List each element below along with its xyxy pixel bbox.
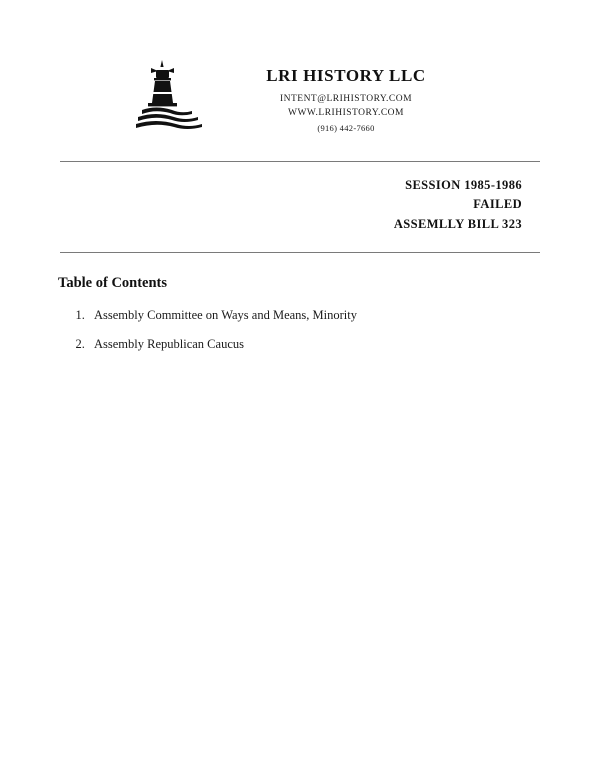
session-line-bill: ASSEMLLY BILL 323 — [393, 216, 522, 231]
session-line-session: SESSION 1985-1986 — [405, 178, 522, 192]
org-email: INTENT@LRIHISTORY.COM — [279, 94, 413, 104]
list-item — [88, 306, 540, 324]
session-block — [0, 162, 600, 234]
toc-title: Table of Contents — [58, 275, 168, 292]
letterhead — [0, 0, 600, 133]
toc-item-label: Assembly Republican Caucus — [94, 337, 244, 352]
list-item — [88, 335, 540, 353]
org-phone: (916) 442-7660 — [317, 123, 375, 133]
org-name: LRI HISTORY LLC — [266, 66, 426, 85]
table-of-contents — [0, 253, 600, 353]
lighthouse-logo-icon — [124, 56, 210, 132]
org-website: WWW.LRIHISTORY.COM — [288, 108, 404, 118]
toc-list — [58, 306, 540, 353]
session-line-status: FAILED — [473, 197, 522, 212]
toc-item-label: Assembly Committee on Ways and Means, Minority — [94, 308, 357, 323]
organization-block — [216, 52, 476, 133]
